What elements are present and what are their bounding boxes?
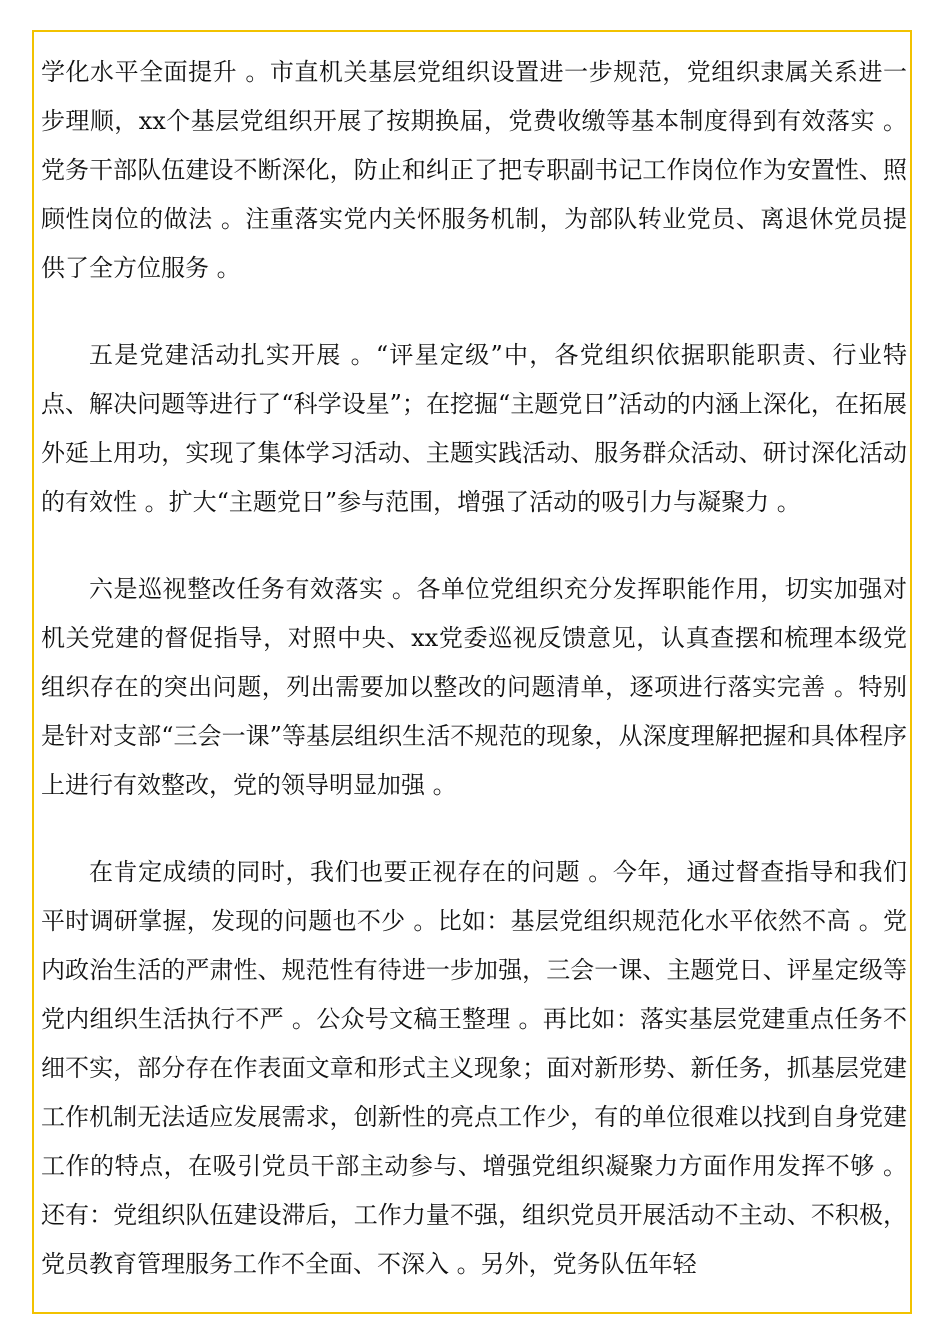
paragraph-continued: 学化水平全面提升 。市直机关基层党组织设置进一步规范，党组织隶属关系进一步理顺，xx个基层党组织开展了按期换届，党费收缴等基本制度得到有效落实 。党务干部队伍建设不断深化，防止和纠正了把专职副书记工作岗位作为安置性、照顾性岗位的做法 。注重落实党内关怀服务机制，为部队转业党员、离退休党员提供了全方位服务 。 xyxy=(41,58,907,282)
paragraph-existing-problems: 在肯定成绩的同时，我们也要正视存在的问题 。今年，通过督查指导和我们平时调研掌握，发现的问题也不少 。比如：基层党组织规范化水平依然不高 。党内政治生活的严肃性、规范性有待进一步加强，三会一课、主题党日、评星定级等党内组织生活执行不严 。公众号文稿王整理 。再比如：落实基层党建重点任务不细不实，部分存在作表面文章和形式主义现象；面对新形势、新任务，抓基层党建工作机制无法适应发展需求，创新性的亮点工作少，有的单位很难以找到自身党建工作的特点，在吸引党员干部主动参与、增强党组织凝聚力方面作用发挥不够 。还有：党组织队伍建设滞后，工作力量不强，组织党员开展活动不主动、不积极，党员教育管理服务工作不全面、不深入 。另外，党务队伍年轻 xyxy=(41,858,907,1278)
paragraph-inspection-rectification: 六是巡视整改任务有效落实 。各单位党组织充分发挥职能作用，切实加强对机关党建的督促指导，对照中央、xx党委巡视反馈意见，认真查摆和梳理本级党组织存在的突出问题，列出需要加以整改的问题清单，逐项进行落实完善 。特别是针对支部“三会一课”等基层组织生活不规范的现象，从深度理解把握和具体程序上进行有效整改，党的领导明显加强 。 xyxy=(41,575,907,799)
paragraph-party-activities: 五是党建活动扎实开展 。“评星定级”中，各党组织依据职能职责、行业特点、解决问题等进行了“科学设星”；在挖掘“主题党日”活动的内涵上深化，在拓展外延上用功，实现了集体学习活动、主题实践活动、服务群众活动、研讨深化活动的有效性 。扩大“主题党日”参与范围，增强了活动的吸引力与凝聚力 。 xyxy=(41,341,907,516)
document-body xyxy=(41,48,907,1289)
